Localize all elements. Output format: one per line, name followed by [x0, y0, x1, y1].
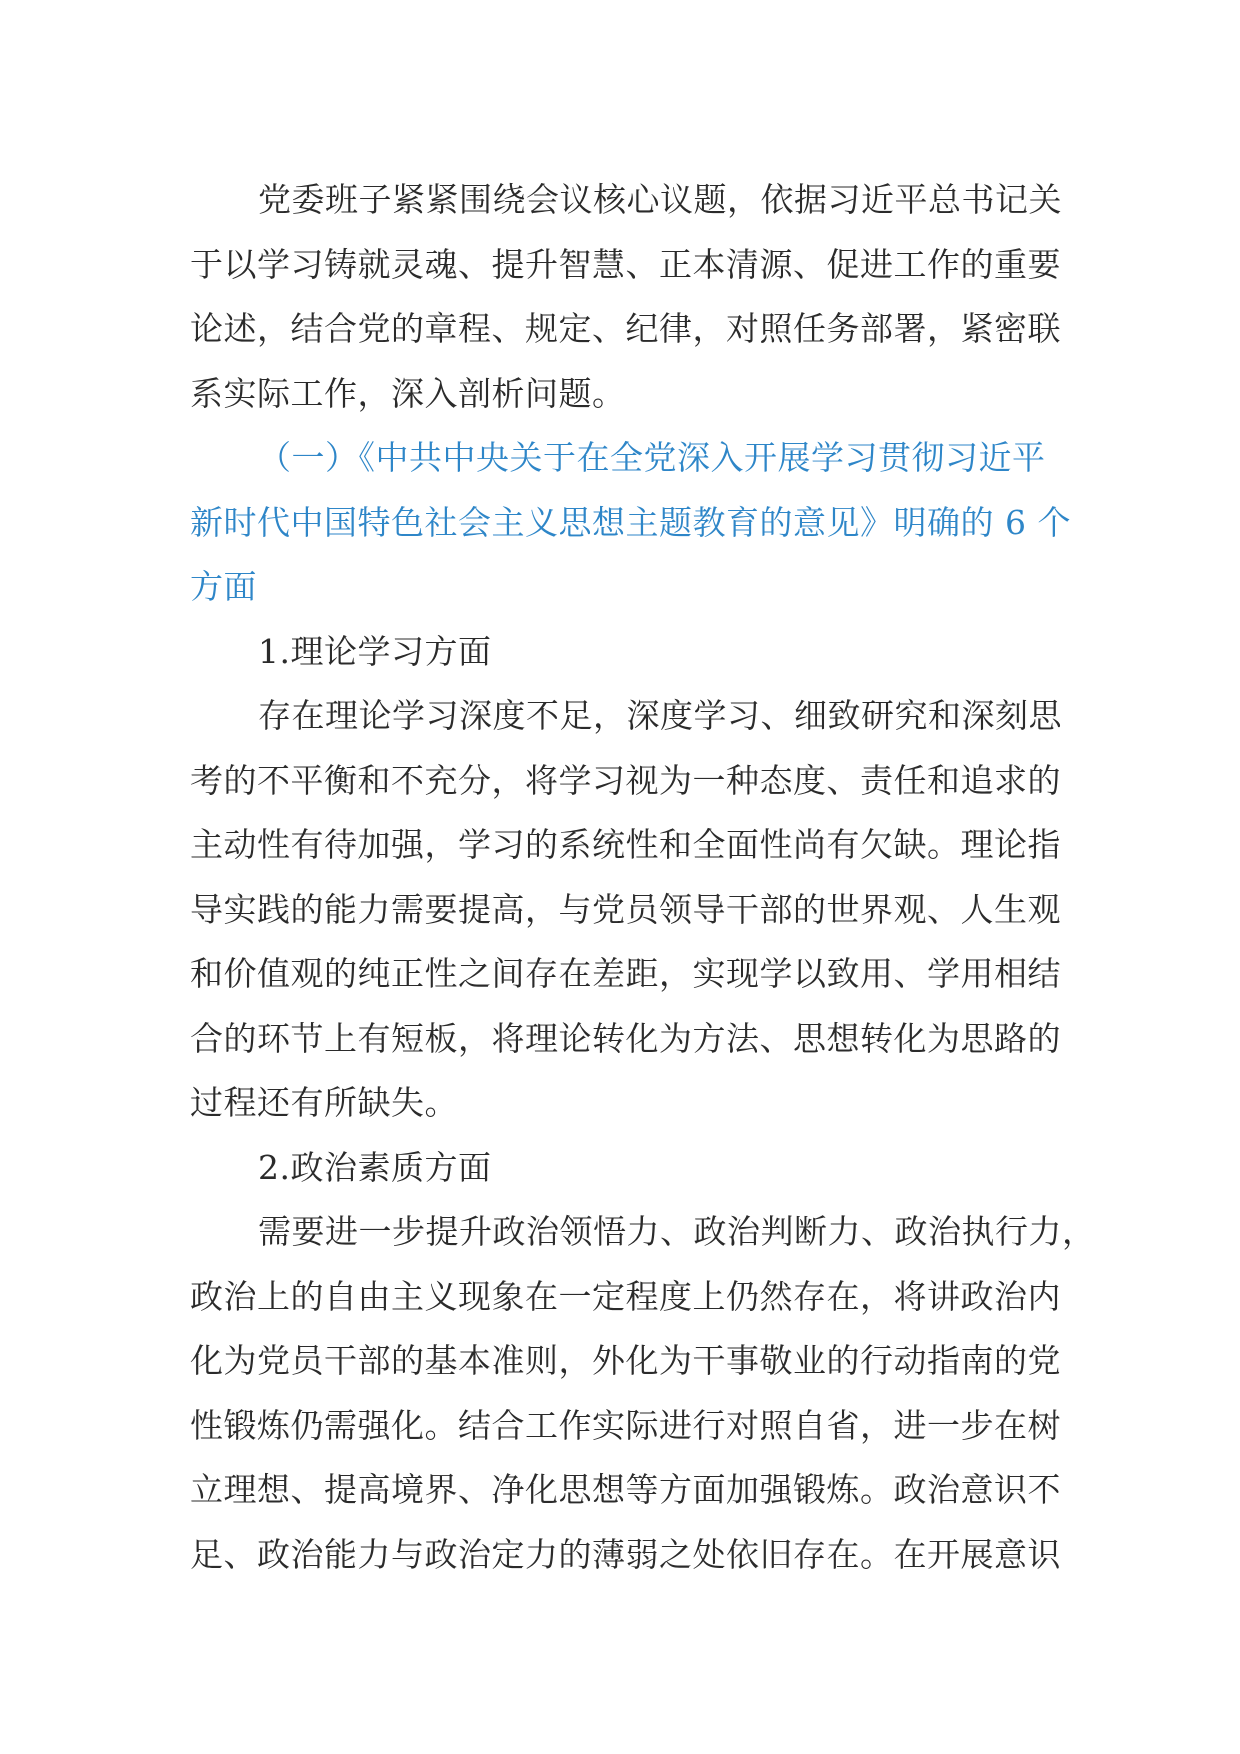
paragraph-line: 合的环节上有短板，将理论转化为方法、思想转化为思路的 [190, 1018, 1061, 1058]
intro-paragraph [190, 168, 1062, 426]
section-heading-line: （一）《中共中央关于在全党深入开展学习贯彻习近平 [258, 438, 1046, 477]
section-heading-line: 新时代中国特色社会主义思想主题教育的意见》明确的 6 个 [190, 502, 1071, 542]
paragraph-line: 导实践的能力需要提高，与党员领导干部的世界观、人生观 [190, 889, 1061, 929]
section-heading [190, 426, 1071, 620]
document-page [190, 168, 1096, 1587]
politics-paragraph [190, 1200, 1096, 1587]
paragraph-line: 性锻炼仍需强化。结合工作实际进行对照自省，进一步在树 [190, 1405, 1061, 1445]
paragraph-line: 主动性有待加强，学习的系统性和全面性尚有欠缺。理论指 [190, 825, 1061, 864]
theory-paragraph [190, 684, 1062, 1136]
section-heading-line: 方面 [190, 567, 257, 606]
paragraph-line: 过程还有所缺失。 [190, 1083, 458, 1122]
paragraph-line: 需要进一步提升政治领悟力、政治判断力、政治执行力， [258, 1212, 1096, 1251]
intro-line: 于以学习铸就灵魂、提升智慧、正本清源、促进工作的重要 [190, 244, 1061, 284]
intro-line: 论述，结合党的章程、规定、纪律，对照任务部署，紧密联 [190, 309, 1061, 348]
intro-line: 党委班子紧紧围绕会议核心议题，依据习近平总书记关 [258, 180, 1062, 219]
paragraph-line: 立理想、提高境界、净化思想等方面加强锻炼。政治意识不 [190, 1470, 1061, 1509]
paragraph-line: 存在理论学习深度不足，深度学习、细致研究和深刻思 [258, 696, 1062, 735]
paragraph-line: 足、政治能力与政治定力的薄弱之处依旧存在。在开展意识 [190, 1534, 1061, 1574]
subsection-title-theory: 1.理论学习方面 [258, 631, 492, 671]
intro-line: 系实际工作，深入剖析问题。 [190, 373, 626, 413]
paragraph-line: 化为党员干部的基本准则，外化为干事敬业的行动指南的党 [190, 1341, 1061, 1380]
paragraph-line: 和价值观的纯正性之间存在差距，实现学以致用、学用相结 [190, 954, 1061, 993]
subsection-title-politics: 2.政治素质方面 [258, 1147, 492, 1187]
paragraph-line: 考的不平衡和不充分，将学习视为一种态度、责任和追求的 [190, 760, 1061, 800]
paragraph-line: 政治上的自由主义现象在一定程度上仍然存在，将讲政治内 [190, 1276, 1061, 1316]
